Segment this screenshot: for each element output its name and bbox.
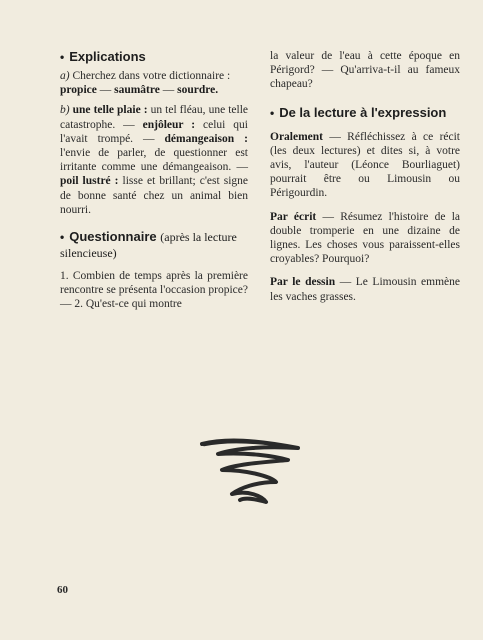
term-enjoleur: enjôleur : bbox=[142, 118, 196, 131]
explications-heading bbox=[60, 49, 248, 65]
word-propice: propice bbox=[60, 84, 97, 97]
page-number: 60 bbox=[57, 584, 68, 596]
bullet-icon: • bbox=[60, 230, 65, 245]
oralement-text: — Réfléchissez à ce récit (les deux lectures) et dites si, à votre avis, l'auteur (Léonce Bourliaguet) pourrait être ou Limousin ou Périgourdin. bbox=[270, 130, 460, 200]
term-demangeaison: démangeaison : bbox=[164, 132, 248, 145]
expression-heading bbox=[270, 105, 460, 121]
bullet-icon: • bbox=[60, 50, 65, 64]
par-le-dessin-label: Par le dessin bbox=[270, 276, 336, 289]
questionnaire-aside: (après la lecture silencieuse) bbox=[60, 230, 237, 261]
par-ecrit-text: — Résumez l'histoire de la double tromperie en une dizaine de lignes. Les choses vous paraissent-elles croyables? Pourquoi? bbox=[270, 210, 460, 266]
def-plaie: un tel fléau, une telle catastrophe. — bbox=[60, 104, 249, 131]
item-a-text: Cherchez dans votre dictionnaire : bbox=[72, 70, 231, 82]
questionnaire-heading bbox=[60, 229, 248, 261]
dash: — bbox=[162, 84, 175, 97]
def-demangeaison: l'envie de parler, de questionner est irritante comme une démangeaison. — bbox=[60, 147, 248, 174]
dash: — bbox=[99, 84, 112, 97]
questionnaire-continued: la valeur de l'eau à cette époque en Périgord? — Qu'arriva-t-il au fameux chapeau? bbox=[270, 50, 460, 91]
item-a-label: a) bbox=[60, 70, 70, 82]
oralement-paragraph bbox=[270, 130, 460, 201]
term-plaie: une telle plaie : bbox=[72, 104, 148, 117]
questionnaire-title: Questionnaire bbox=[69, 229, 157, 245]
decorative-swirl-ornament bbox=[196, 436, 306, 508]
def-poil-lustre: lisse et brillant; c'est signe de bonne santé chez un animal bien nourri. bbox=[60, 175, 248, 216]
par-le-dessin-text: — Le Limousin emmène les vaches grasses. bbox=[270, 276, 461, 303]
explication-a bbox=[60, 69, 248, 97]
term-poil-lustre: poil lustré : bbox=[60, 175, 119, 188]
explication-b bbox=[60, 103, 248, 217]
expression-title: De la lecture à l'expression bbox=[279, 104, 447, 120]
questionnaire-text: 1. Combien de temps après la première rencontre se présenta l'occasion propice? — 2. Qu'est-ce qui montre bbox=[60, 270, 248, 311]
word-sourdre: sourdre. bbox=[177, 84, 219, 97]
def-enjoleur: celui qui l'avait trompé. — bbox=[60, 118, 248, 145]
oralement-label: Oralement bbox=[270, 130, 324, 143]
left-column bbox=[60, 0, 248, 312]
bullet-icon: • bbox=[270, 105, 275, 120]
explications-title: Explications bbox=[69, 49, 146, 64]
item-b-label: b) bbox=[60, 104, 70, 117]
word-saumatre: saumâtre bbox=[114, 84, 160, 97]
par-ecrit-paragraph bbox=[270, 210, 460, 267]
right-column bbox=[270, 0, 460, 304]
par-le-dessin-paragraph bbox=[270, 275, 460, 303]
par-ecrit-label: Par écrit bbox=[270, 210, 317, 223]
